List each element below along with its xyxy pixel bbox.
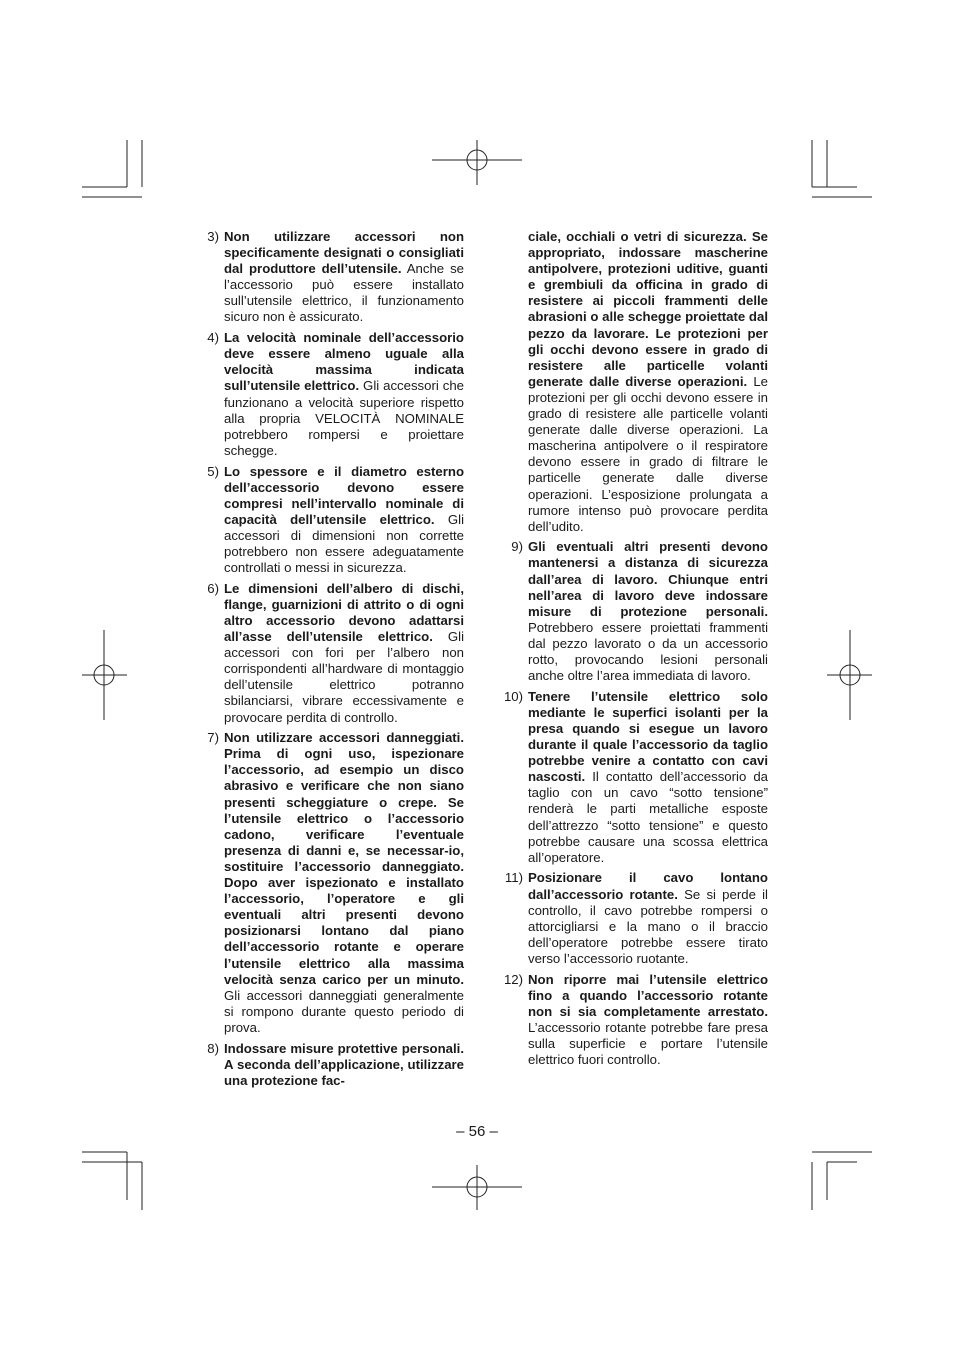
list-item: 4) La velocità nominale dell’accessorio deve essere almeno uguale alla velocità massima indicata sull’utensile elettrico. Gli accessori che funzionano a velocità superiore rispetto alla propria VELOCITÀ NOMINALE potrebbero rompersi e proiettare schegge. — [207, 330, 465, 458]
right-column — [498, 229, 768, 1073]
list-item: 9) Gli eventuali altri presenti devono mantenersi a distanza di sicurezza dall’area di lavoro. Chiunque entri nell’area di lavoro deve indossare misure di protezione personali. Potrebbero essere proiettati frammenti dal pezzo lavorato o da un accessorio rotto, provocando lesioni personali anche oltre l’area immediata di lavoro. — [511, 539, 768, 684]
list-item: 12) Non riporre mai l’utensile elettrico fino a quando l’accessorio rotante non si sia completamente arrestato. L’accessorio rotante potrebbe fare presa sulla superficie e portare l’utensile elettrico fuori controllo. — [503, 971, 768, 1068]
list-item: 8) Indossare misure protettive personali. A seconda dell’applicazione, utilizzare una protezione fac- — [207, 1040, 464, 1088]
list-item: 11) Posizionare il cavo lontano dall’accessorio rotante. Se si perde il controllo, il cavo potrebbe rompersi o attorcigliarsi e la mano o il braccio dell’operatore potrebbe essere tirato verso l’accessorio ruotante. — [504, 870, 768, 966]
list-item: 3) Non utilizzare accessori non specificamente designati o consigliati dal produttore dell’utensile. Anche se l’accessorio può essere installato sull’utensile elettrico, il funzionamento sicuro non è assicurato. — [207, 229, 464, 325]
list-item: 7) Non utilizzare accessori danneggiati. Prima di ogni uso, ispezionare l’accessorio, ad esempio un disco abrasivo e verificare che non siano presenti scheggiature o crepe. Se l’utensile elettrico o l’accessorio cadono, verificare l’eventuale presenza di danni e, se necessar-io, sostituire l’accessorio danneggiato. Dopo aver ispezionato e installato l’accessorio, l’operatore e gli eventuali altri presenti devono posizionarsi lontano dal piano dell’accessorio rotante e operare l’utensile elettrico alla massima velocità senza carico per un minuto. Gli accessori danneggiati generalmente si rompono durante questo periodo di prova. — [207, 730, 464, 1035]
page-number: – 56 – — [456, 1123, 498, 1140]
list-item: 5) Lo spessore e il diametro esterno dell’accessorio devono essere compresi nell’intervallo nominale di capacità dell’utensile elettrico. Gli accessori di dimensioni non corrette potrebbero non essere adeguatamente controllati o messi in sicurezza. — [207, 463, 464, 576]
list-item: 6) Le dimensioni dell’albero di dischi, flange, guarnizioni di attrito o di ogni altro accessorio devono adattarsi all’asse dell’utensile elettrico. Gli accessori con fori per l’albero non corrispondenti all’hardware di montaggio dell’utensile elettrico potranno sbilanciarsi, vibrare eccessivamente e provocare perdita di controllo. — [207, 580, 465, 725]
list-item-continuation: ciale, occhiali o vetri di sicurezza. Se appropriato, indossare mascherine antipolvere, protezioni uditive, guanti e grembiuli da officina in grado di resistere ai piccoli frammenti delle abrasioni o alle schegge proiettate dal pezzo da lavorare. Le protezioni per gli occhi devono essere in grado di resistere alle particelle volanti generate dalle diverse operazioni. Le protezioni per gli occhi devono essere in grado di resistere alle particelle volanti generate dalle diverse operazioni. La mascherina antipolvere o il respiratore devono essere in grado di filtrare le particelle generate dalle diverse operazioni. L’esposizione prolungata a rumore intenso può provocare perdita dell’udito. — [528, 229, 768, 534]
left-column — [198, 229, 464, 1093]
list-item: 10) Tenere l’utensile elettrico solo mediante le superfici isolanti per la presa quando si esegue un lavoro durante il quale l’accessorio da taglio potrebbe venire a contatto con cavi nascosti. Il contatto dell’accessorio da taglio con un cavo “sotto tensione” renderà le parti metalliche esposte dell’attrezzo “sotto tensione” e questo potrebbe causare una scossa elettrica all’operatore. — [503, 688, 768, 865]
